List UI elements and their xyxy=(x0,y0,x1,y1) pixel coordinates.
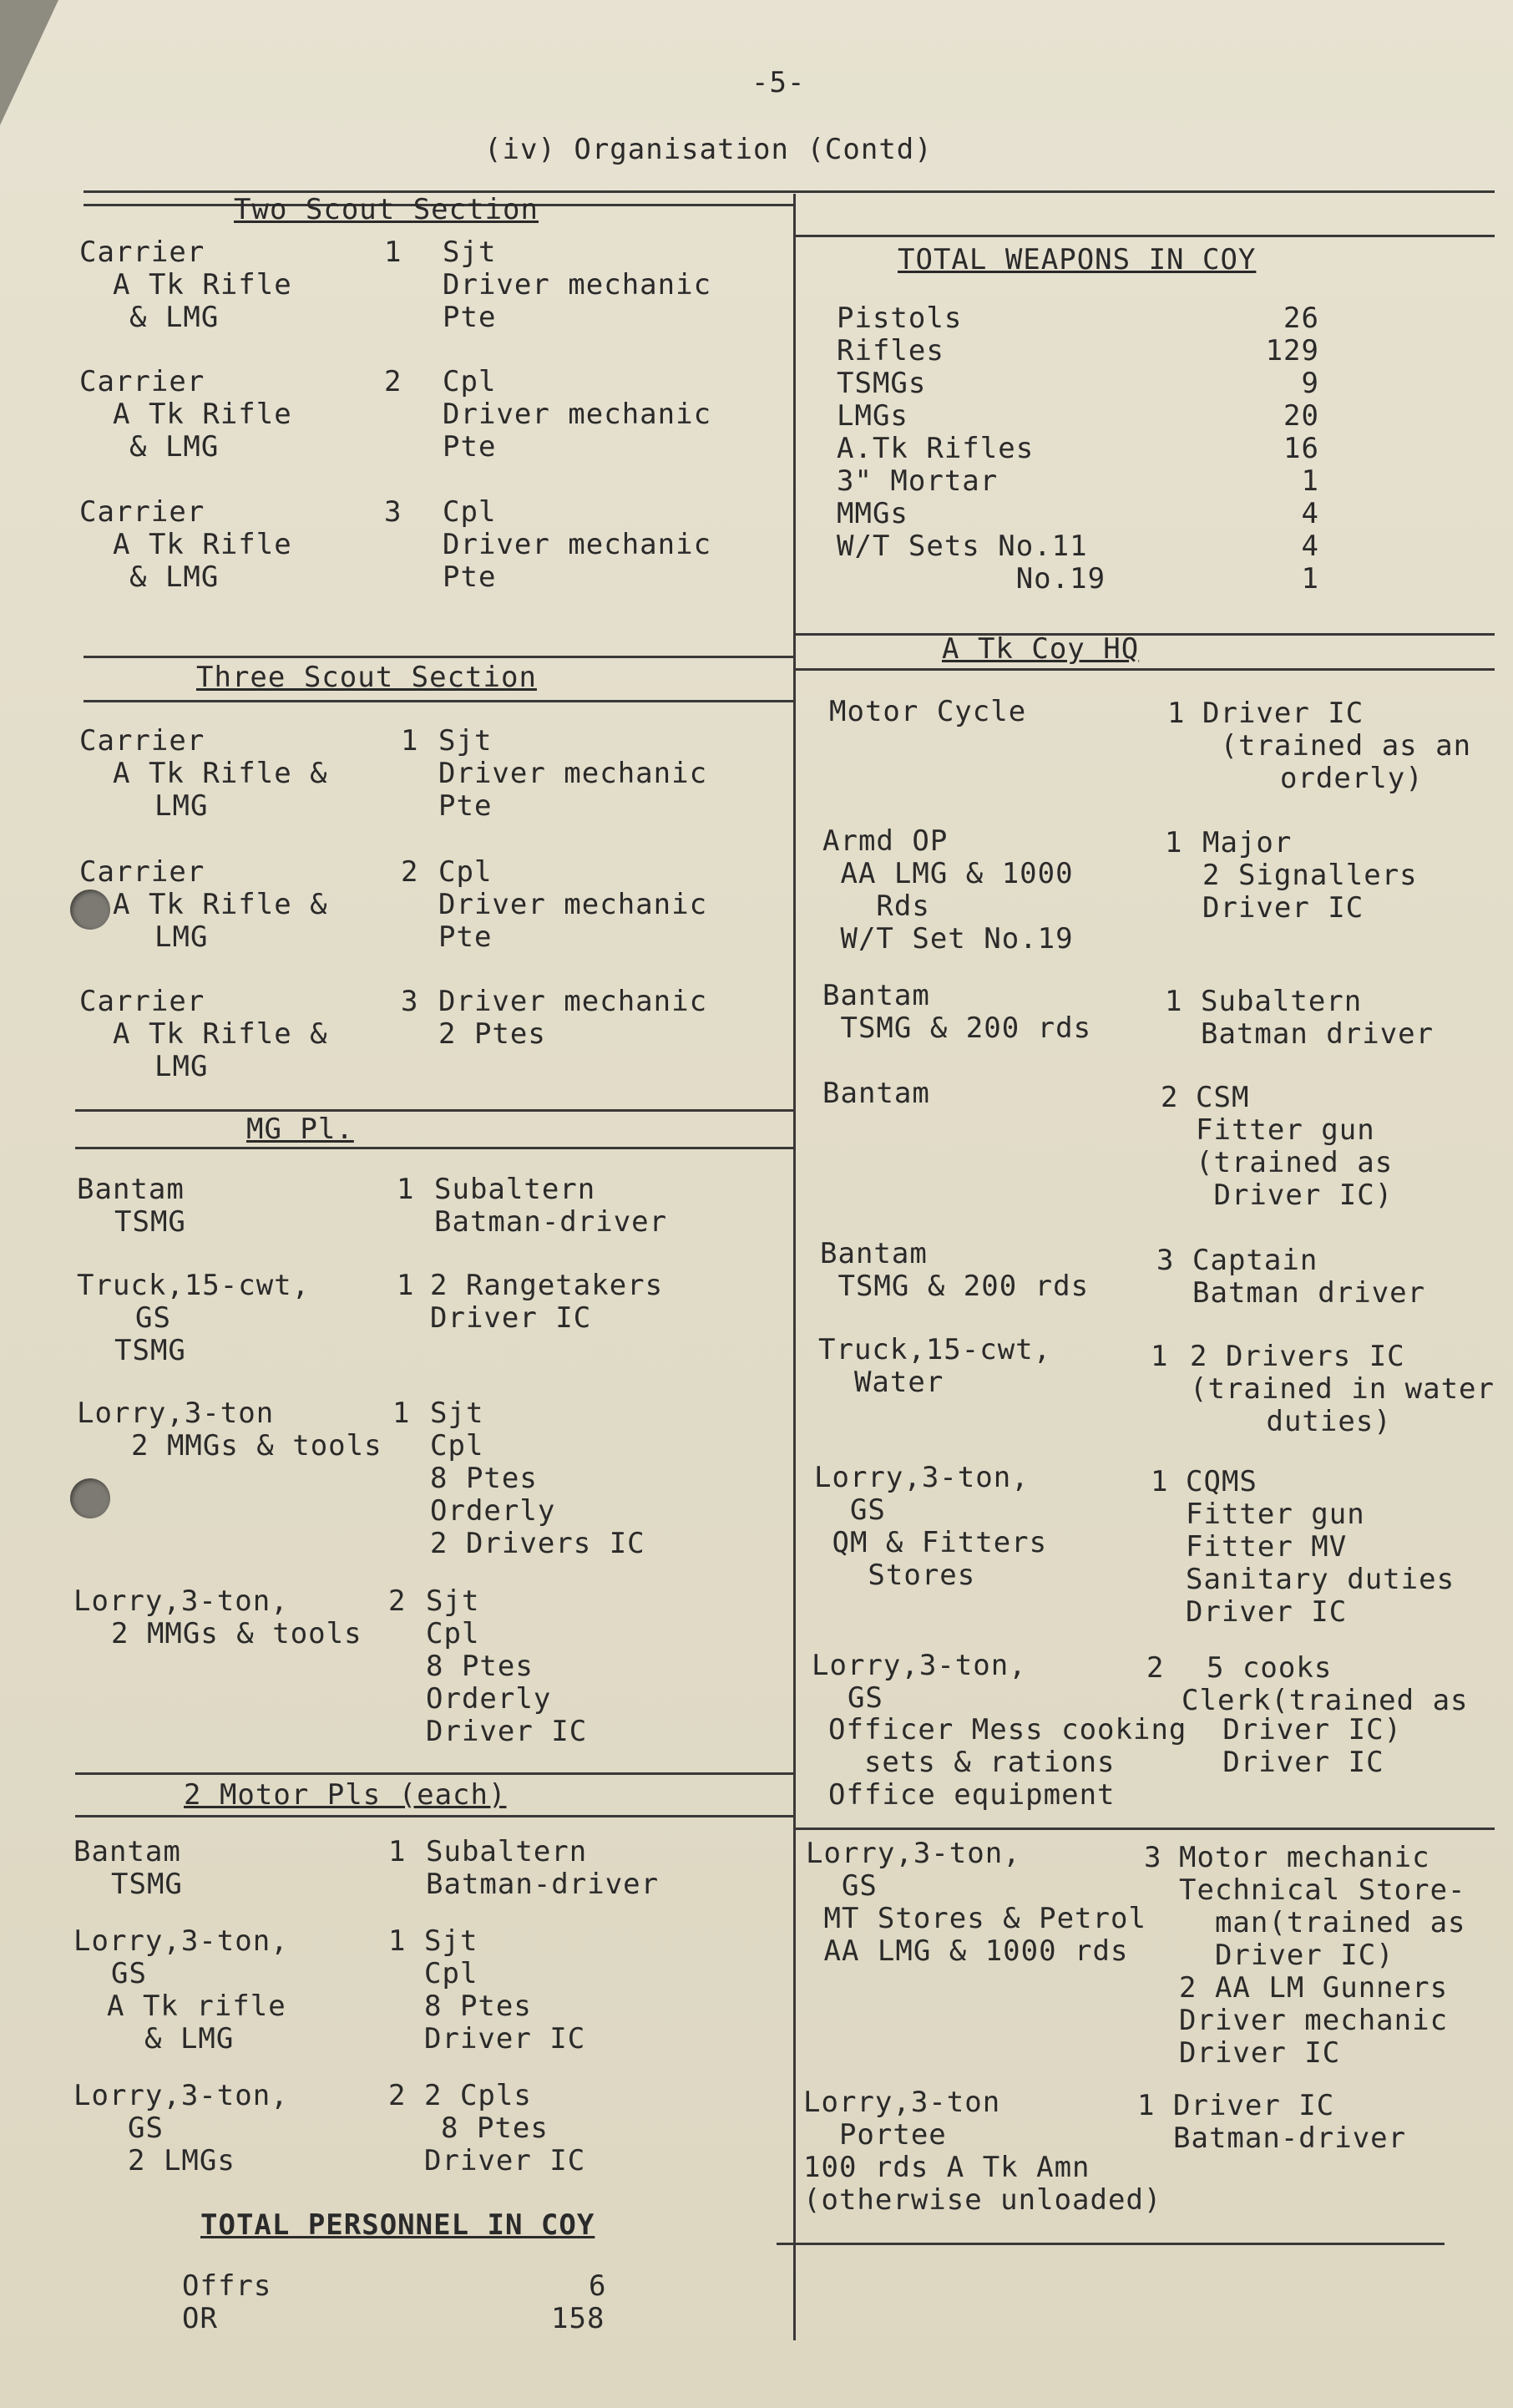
entry-number: 1 xyxy=(1165,985,1183,1018)
entry-number: 3 xyxy=(401,985,419,1018)
vehicle-block: Carrier A Tk Rifle & LMG xyxy=(79,724,328,823)
vehicle-block: Bantam TSMG & 200 rds xyxy=(820,1237,1090,1303)
entry-number: 1 xyxy=(1151,1465,1169,1498)
crew-block: Subaltern Batman-driver xyxy=(434,1173,668,1239)
entry-number: 1 xyxy=(397,1269,415,1302)
crew-block: Cpl Driver mechanic Pte xyxy=(443,365,712,464)
crew-block: Cpl Driver mechanic Pte xyxy=(443,495,712,594)
offrs-value: 6 xyxy=(589,2269,607,2303)
vehicle-block: Armd OP AA LMG & 1000 Rds W/T Set No.19 xyxy=(822,824,1074,956)
vehicle-block: Lorry,3-ton, 2 MMGs & tools xyxy=(73,1584,362,1650)
two-scout-heading: Two Scout Section xyxy=(234,193,539,226)
vehicle-block: Lorry,3-ton, GS QM & Fitters Stores xyxy=(814,1461,1048,1592)
entry-number: 1 xyxy=(1167,697,1186,730)
vehicle-block: Carrier A Tk Rifle & LMG xyxy=(79,855,328,954)
total-weapons-heading: TOTAL WEAPONS IN COY xyxy=(898,243,1257,276)
entry-number: 2 xyxy=(1146,1651,1165,1685)
mg-pl-heading: MG Pl. xyxy=(246,1113,354,1146)
weapons-values: 26 129 9 20 16 1 4 4 1 xyxy=(1265,302,1319,596)
vehicle-block: Carrier A Tk Rifle & LMG xyxy=(79,236,292,334)
vehicle-block: Lorry,3-ton Portee 100 rds A Tk Amn (otherwise unloaded) xyxy=(803,2086,1162,2217)
vehicle-block: Motor Cycle xyxy=(829,695,1027,728)
entry-number: 1 xyxy=(392,1397,411,1430)
crew-block: CSM Fitter gun (trained as Driver IC) xyxy=(1196,1081,1394,1212)
crew-block: Major 2 Signallers Driver IC xyxy=(1202,826,1418,925)
entry-number: 2 xyxy=(1161,1081,1179,1114)
vehicle-block: Carrier A Tk Rifle & LMG xyxy=(79,495,292,594)
coy-hq-heading: A Tk Coy HQ xyxy=(942,632,1140,666)
entry-number: 2 xyxy=(388,2079,407,2112)
vehicle-block: Bantam TSMG xyxy=(77,1173,186,1239)
folded-corner xyxy=(0,0,58,125)
page-title: (iv) Organisation (Contd) xyxy=(484,133,933,166)
crew-block: 5 cooks Clerk(trained as xyxy=(1182,1651,1469,1717)
crew-block: Sjt Cpl 8 Ptes Driver IC xyxy=(424,1924,586,2056)
crew-block: Driver mechanic 2 Ptes xyxy=(438,985,708,1051)
vehicle-block: Lorry,3-ton, GS 2 LMGs xyxy=(73,2079,289,2177)
vehicle-block: Lorry,3-ton, GS MT Stores & Petrol AA LMG & 1000 rds xyxy=(806,1837,1146,1968)
or-label: OR xyxy=(182,2302,218,2335)
punch-hole xyxy=(70,1478,110,1518)
entry-number: 1 xyxy=(1165,826,1183,859)
entry-number: 2 xyxy=(401,855,419,889)
vehicle-block: Truck,15-cwt, GS TSMG xyxy=(77,1269,311,1367)
entry-number: 1 xyxy=(388,1924,407,1958)
entry-number: 1 xyxy=(384,236,402,269)
vehicle-block: Lorry,3-ton 2 MMGs & tools xyxy=(77,1397,382,1463)
weapons-labels: Pistols Rifles TSMGs LMGs A.Tk Rifles 3" Mortar MMGs W/T Sets No.11 No.19 xyxy=(837,302,1106,596)
vehicle-block: Carrier A Tk Rifle & LMG xyxy=(79,365,292,464)
crew-block: 2 Rangetakers Driver IC xyxy=(430,1269,664,1335)
column-divider xyxy=(793,194,796,2340)
vehicle-block: Bantam TSMG & 200 rds xyxy=(822,979,1092,1045)
vehicle-block: Bantam xyxy=(822,1077,930,1110)
entry-number: 3 xyxy=(1144,1841,1162,1874)
entry-number: 2 xyxy=(388,1584,407,1618)
crew-block: 2 Drivers IC (trained in water duties) xyxy=(1190,1340,1495,1438)
crew-block: Subaltern Batman driver xyxy=(1201,985,1435,1051)
crew-block: CQMS Fitter gun Fitter MV Sanitary duties Driver IC xyxy=(1186,1465,1455,1629)
crew-block: Driver IC Batman-driver xyxy=(1173,2089,1407,2155)
crew-block: Sjt Cpl 8 Ptes Orderly 2 Drivers IC xyxy=(430,1397,645,1560)
crew-block: Driver IC (trained as an orderly) xyxy=(1202,697,1472,795)
vehicle-block: Lorry,3-ton, GS A Tk rifle & LMG xyxy=(73,1924,289,2056)
crew-block: Subaltern Batman-driver xyxy=(426,1835,660,1901)
total-personnel-heading: TOTAL PERSONNEL IN COY xyxy=(200,2208,595,2242)
entry-number: 3 xyxy=(384,495,402,529)
crew-block: Sjt Cpl 8 Ptes Orderly Driver IC xyxy=(426,1584,588,1748)
or-value: 158 xyxy=(551,2302,605,2335)
crew-block: 2 Cpls 8 Ptes Driver IC xyxy=(424,2079,586,2177)
crew-block: Motor mechanic Technical Store- man(trained as Driver IC) 2 AA LM Gunners Driver mechanic Driver IC xyxy=(1179,1841,1466,2070)
three-scout-heading: Three Scout Section xyxy=(196,661,537,694)
offrs-label: Offrs xyxy=(182,2269,272,2303)
motor-pls-heading: 2 Motor Pls (each) xyxy=(184,1778,507,1812)
vehicle-block: Lorry,3-ton, GS xyxy=(812,1649,1027,1715)
entry-number: 1 xyxy=(388,1835,407,1868)
vehicle-block: Bantam TSMG xyxy=(73,1835,183,1901)
crew-block: Cpl Driver mechanic Pte xyxy=(438,855,708,954)
crew-block: Sjt Driver mechanic Pte xyxy=(438,724,708,823)
vehicle-block: Truck,15-cwt, Water xyxy=(818,1333,1052,1399)
entry-number: 2 xyxy=(384,365,402,398)
entry-number: 1 xyxy=(1151,1340,1169,1373)
officer-mess-block: Officer Mess cooking Driver IC) sets & rations Driver IC Office equipment xyxy=(828,1713,1403,1812)
entry-number: 1 xyxy=(401,724,419,758)
crew-block: Sjt Driver mechanic Pte xyxy=(443,236,712,334)
page-number: -5- xyxy=(751,66,806,99)
vehicle-block: Carrier A Tk Rifle & LMG xyxy=(79,985,328,1083)
crew-block: Captain Batman driver xyxy=(1192,1244,1426,1310)
entry-number: 1 xyxy=(397,1173,415,1206)
entry-number: 1 xyxy=(1137,2089,1156,2122)
entry-number: 3 xyxy=(1156,1244,1175,1277)
